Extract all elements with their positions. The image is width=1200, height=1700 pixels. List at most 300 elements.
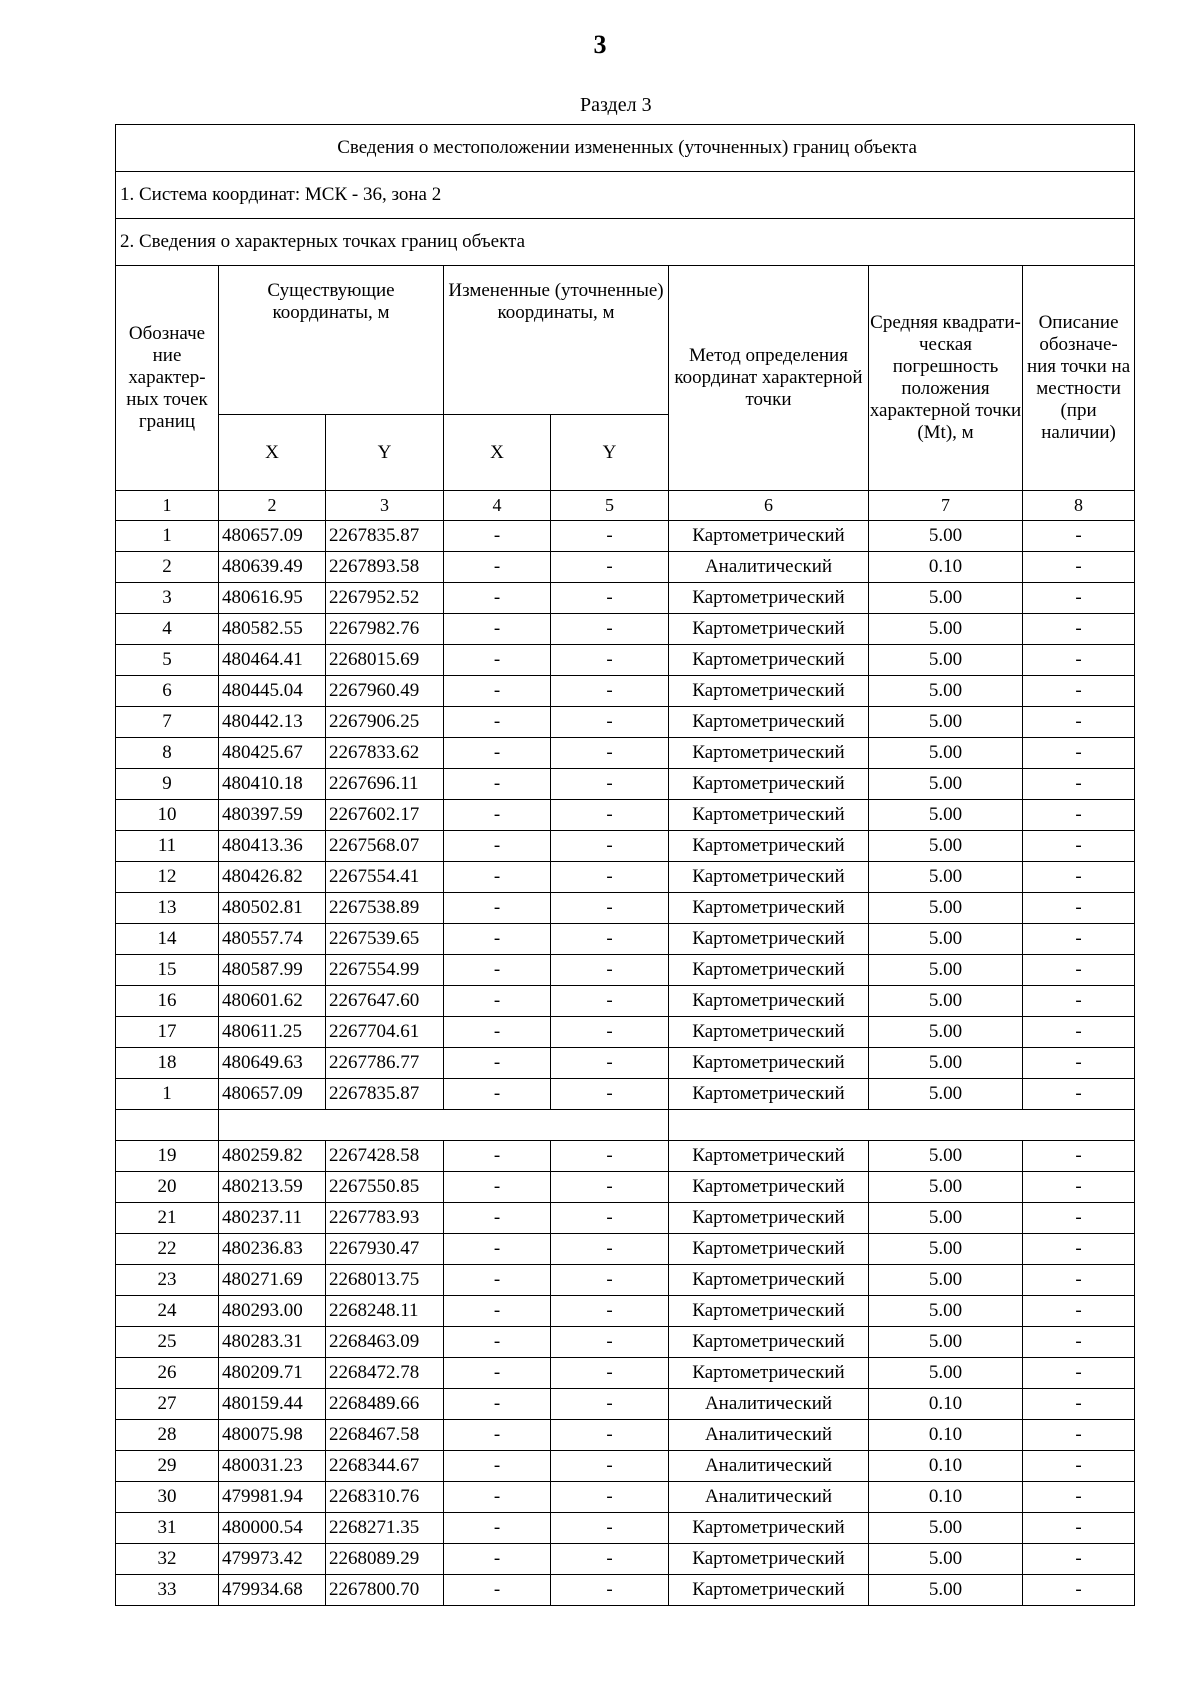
cell-changed-y: - bbox=[551, 583, 669, 614]
cell-changed-y: - bbox=[551, 769, 669, 800]
cell-existing-x: 480639.49 bbox=[219, 552, 326, 583]
cell-method: Картометрический bbox=[669, 893, 869, 924]
cell-existing-x: 480649.63 bbox=[219, 1048, 326, 1079]
cell-method: Аналитический bbox=[669, 552, 869, 583]
column-number: 5 bbox=[551, 491, 669, 521]
cell-changed-x: - bbox=[444, 1017, 551, 1048]
cell-changed-y: - bbox=[551, 1296, 669, 1327]
cell-changed-x: - bbox=[444, 1048, 551, 1079]
separator-cell bbox=[669, 1110, 1135, 1141]
cell-point-number: 32 bbox=[116, 1544, 219, 1575]
header-changed-x: X bbox=[444, 415, 551, 491]
table-row bbox=[116, 1358, 1135, 1389]
column-number: 1 bbox=[116, 491, 219, 521]
cell-method: Картометрический bbox=[669, 800, 869, 831]
cell-existing-x: 480557.74 bbox=[219, 924, 326, 955]
cell-point-number: 28 bbox=[116, 1420, 219, 1451]
cell-existing-y: 2268271.35 bbox=[326, 1513, 444, 1544]
cell-changed-y: - bbox=[551, 1017, 669, 1048]
cell-changed-y: - bbox=[551, 521, 669, 552]
cell-existing-x: 480209.71 bbox=[219, 1358, 326, 1389]
cell-description: - bbox=[1023, 1265, 1135, 1296]
cell-existing-y: 2267554.41 bbox=[326, 862, 444, 893]
cell-method: Картометрический bbox=[669, 1203, 869, 1234]
cell-changed-x: - bbox=[444, 1234, 551, 1265]
table-row bbox=[116, 707, 1135, 738]
header-existing-x: X bbox=[219, 415, 326, 491]
cell-method: Картометрический bbox=[669, 831, 869, 862]
cell-mean-error: 5.00 bbox=[869, 583, 1023, 614]
column-number: 3 bbox=[326, 491, 444, 521]
cell-existing-y: 2267960.49 bbox=[326, 676, 444, 707]
table-row bbox=[116, 1234, 1135, 1265]
cell-mean-error: 5.00 bbox=[869, 1544, 1023, 1575]
cell-method: Картометрический bbox=[669, 955, 869, 986]
cell-point-number: 1 bbox=[116, 521, 219, 552]
table-row bbox=[116, 955, 1135, 986]
cell-method: Картометрический bbox=[669, 1575, 869, 1606]
cell-changed-x: - bbox=[444, 893, 551, 924]
cell-description: - bbox=[1023, 521, 1135, 552]
cell-existing-y: 2267783.93 bbox=[326, 1203, 444, 1234]
cell-existing-x: 480582.55 bbox=[219, 614, 326, 645]
cell-existing-y: 2267568.07 bbox=[326, 831, 444, 862]
cell-existing-y: 2267893.58 bbox=[326, 552, 444, 583]
cell-changed-y: - bbox=[551, 1482, 669, 1513]
cell-changed-y: - bbox=[551, 1265, 669, 1296]
cell-existing-y: 2267550.85 bbox=[326, 1172, 444, 1203]
cell-changed-x: - bbox=[444, 1482, 551, 1513]
cell-existing-x: 480259.82 bbox=[219, 1141, 326, 1172]
cell-mean-error: 5.00 bbox=[869, 738, 1023, 769]
cell-changed-x: - bbox=[444, 924, 551, 955]
column-number: 2 bbox=[219, 491, 326, 521]
cell-existing-x: 480397.59 bbox=[219, 800, 326, 831]
cell-changed-y: - bbox=[551, 1141, 669, 1172]
cell-point-number: 11 bbox=[116, 831, 219, 862]
cell-point-number: 23 bbox=[116, 1265, 219, 1296]
cell-description: - bbox=[1023, 769, 1135, 800]
cell-changed-x: - bbox=[444, 986, 551, 1017]
cell-existing-y: 2267906.25 bbox=[326, 707, 444, 738]
cell-method: Картометрический bbox=[669, 521, 869, 552]
cell-changed-x: - bbox=[444, 1358, 551, 1389]
cell-description: - bbox=[1023, 1203, 1135, 1234]
cell-existing-y: 2267538.89 bbox=[326, 893, 444, 924]
cell-mean-error: 5.00 bbox=[869, 1358, 1023, 1389]
cell-existing-x: 480283.31 bbox=[219, 1327, 326, 1358]
cell-existing-y: 2267982.76 bbox=[326, 614, 444, 645]
cell-mean-error: 5.00 bbox=[869, 1079, 1023, 1110]
cell-changed-y: - bbox=[551, 800, 669, 831]
cell-changed-y: - bbox=[551, 1544, 669, 1575]
table-row bbox=[116, 583, 1135, 614]
cell-changed-x: - bbox=[444, 1389, 551, 1420]
cell-existing-y: 2268248.11 bbox=[326, 1296, 444, 1327]
cell-existing-x: 480410.18 bbox=[219, 769, 326, 800]
cell-description: - bbox=[1023, 1482, 1135, 1513]
column-number-row bbox=[116, 491, 1135, 521]
cell-mean-error: 5.00 bbox=[869, 1172, 1023, 1203]
cell-method: Картометрический bbox=[669, 1296, 869, 1327]
points-heading: 2. Сведения о характерных точках границ объекта bbox=[116, 219, 1135, 266]
cell-changed-x: - bbox=[444, 1544, 551, 1575]
cell-existing-y: 2268013.75 bbox=[326, 1265, 444, 1296]
table-row bbox=[116, 1575, 1135, 1606]
cell-description: - bbox=[1023, 738, 1135, 769]
cell-changed-x: - bbox=[444, 1420, 551, 1451]
cell-changed-x: - bbox=[444, 862, 551, 893]
cell-existing-y: 2267835.87 bbox=[326, 521, 444, 552]
cell-mean-error: 5.00 bbox=[869, 924, 1023, 955]
cell-description: - bbox=[1023, 707, 1135, 738]
cell-existing-x: 479981.94 bbox=[219, 1482, 326, 1513]
cell-method: Картометрический bbox=[669, 862, 869, 893]
cell-existing-y: 2268489.66 bbox=[326, 1389, 444, 1420]
cell-point-number: 24 bbox=[116, 1296, 219, 1327]
cell-point-number: 18 bbox=[116, 1048, 219, 1079]
table-row bbox=[116, 1048, 1135, 1079]
cell-point-number: 33 bbox=[116, 1575, 219, 1606]
header-changed-y: Y bbox=[551, 415, 669, 491]
cell-existing-y: 2268344.67 bbox=[326, 1451, 444, 1482]
cell-existing-y: 2268310.76 bbox=[326, 1482, 444, 1513]
table-row bbox=[116, 1203, 1135, 1234]
table-row bbox=[116, 676, 1135, 707]
cell-method: Картометрический bbox=[669, 583, 869, 614]
cell-mean-error: 5.00 bbox=[869, 1017, 1023, 1048]
cell-method: Картометрический bbox=[669, 1544, 869, 1575]
cell-existing-x: 480587.99 bbox=[219, 955, 326, 986]
cell-mean-error: 5.00 bbox=[869, 645, 1023, 676]
header-existing-y: Y bbox=[326, 415, 444, 491]
cell-existing-y: 2268015.69 bbox=[326, 645, 444, 676]
header-description: Описание обозначе- ния точки на местности (при наличии) bbox=[1023, 266, 1135, 491]
cell-description: - bbox=[1023, 1575, 1135, 1606]
cell-changed-x: - bbox=[444, 800, 551, 831]
cell-mean-error: 5.00 bbox=[869, 986, 1023, 1017]
table-row bbox=[116, 1451, 1135, 1482]
cell-mean-error: 5.00 bbox=[869, 955, 1023, 986]
cell-description: - bbox=[1023, 614, 1135, 645]
column-number: 7 bbox=[869, 491, 1023, 521]
cell-changed-y: - bbox=[551, 1327, 669, 1358]
cell-existing-x: 480236.83 bbox=[219, 1234, 326, 1265]
cell-description: - bbox=[1023, 583, 1135, 614]
cell-mean-error: 5.00 bbox=[869, 893, 1023, 924]
cell-description: - bbox=[1023, 1513, 1135, 1544]
cell-existing-x: 480616.95 bbox=[219, 583, 326, 614]
cell-point-number: 9 bbox=[116, 769, 219, 800]
cell-method: Картометрический bbox=[669, 1327, 869, 1358]
cell-method: Картометрический bbox=[669, 707, 869, 738]
cell-changed-x: - bbox=[444, 1451, 551, 1482]
cell-mean-error: 5.00 bbox=[869, 614, 1023, 645]
cell-method: Картометрический bbox=[669, 738, 869, 769]
cell-mean-error: 0.10 bbox=[869, 1482, 1023, 1513]
cell-description: - bbox=[1023, 645, 1135, 676]
cell-description: - bbox=[1023, 1389, 1135, 1420]
column-number: 4 bbox=[444, 491, 551, 521]
cell-point-number: 3 bbox=[116, 583, 219, 614]
cell-existing-y: 2268089.29 bbox=[326, 1544, 444, 1575]
cell-changed-x: - bbox=[444, 769, 551, 800]
table-row bbox=[116, 1265, 1135, 1296]
cell-description: - bbox=[1023, 1296, 1135, 1327]
cell-changed-y: - bbox=[551, 862, 669, 893]
cell-changed-y: - bbox=[551, 552, 669, 583]
cell-changed-x: - bbox=[444, 738, 551, 769]
cell-point-number: 1 bbox=[116, 1079, 219, 1110]
cell-mean-error: 5.00 bbox=[869, 1141, 1023, 1172]
cell-point-number: 19 bbox=[116, 1141, 219, 1172]
cell-description: - bbox=[1023, 955, 1135, 986]
cell-point-number: 10 bbox=[116, 800, 219, 831]
cell-changed-x: - bbox=[444, 1513, 551, 1544]
table-row bbox=[116, 1544, 1135, 1575]
table-row bbox=[116, 738, 1135, 769]
cell-changed-x: - bbox=[444, 1327, 551, 1358]
table-row bbox=[116, 1017, 1135, 1048]
cell-description: - bbox=[1023, 893, 1135, 924]
table-row bbox=[116, 614, 1135, 645]
cell-existing-y: 2267786.77 bbox=[326, 1048, 444, 1079]
table-row bbox=[116, 769, 1135, 800]
cell-mean-error: 5.00 bbox=[869, 707, 1023, 738]
cell-existing-y: 2267647.60 bbox=[326, 986, 444, 1017]
cell-changed-x: - bbox=[444, 583, 551, 614]
cell-existing-y: 2268472.78 bbox=[326, 1358, 444, 1389]
cell-point-number: 25 bbox=[116, 1327, 219, 1358]
cell-method: Картометрический bbox=[669, 1172, 869, 1203]
table-row bbox=[116, 1482, 1135, 1513]
cell-method: Картометрический bbox=[669, 1234, 869, 1265]
table-row bbox=[116, 1420, 1135, 1451]
cell-description: - bbox=[1023, 1327, 1135, 1358]
cell-existing-x: 480213.59 bbox=[219, 1172, 326, 1203]
cell-changed-y: - bbox=[551, 1358, 669, 1389]
cell-changed-y: - bbox=[551, 645, 669, 676]
cell-point-number: 7 bbox=[116, 707, 219, 738]
cell-method: Картометрический bbox=[669, 1141, 869, 1172]
cell-existing-y: 2267800.70 bbox=[326, 1575, 444, 1606]
cell-existing-y: 2267554.99 bbox=[326, 955, 444, 986]
cell-point-number: 29 bbox=[116, 1451, 219, 1482]
cell-description: - bbox=[1023, 1048, 1135, 1079]
cell-description: - bbox=[1023, 1234, 1135, 1265]
cell-mean-error: 5.00 bbox=[869, 769, 1023, 800]
cell-method: Картометрический bbox=[669, 986, 869, 1017]
cell-changed-y: - bbox=[551, 893, 669, 924]
table-row bbox=[116, 1172, 1135, 1203]
cell-point-number: 22 bbox=[116, 1234, 219, 1265]
cell-existing-y: 2267539.65 bbox=[326, 924, 444, 955]
cell-mean-error: 5.00 bbox=[869, 1203, 1023, 1234]
cell-description: - bbox=[1023, 1544, 1135, 1575]
cell-changed-x: - bbox=[444, 831, 551, 862]
cell-method: Аналитический bbox=[669, 1389, 869, 1420]
cell-point-number: 13 bbox=[116, 893, 219, 924]
cell-existing-x: 480442.13 bbox=[219, 707, 326, 738]
table-row bbox=[116, 1327, 1135, 1358]
cell-point-number: 5 bbox=[116, 645, 219, 676]
cell-description: - bbox=[1023, 1079, 1135, 1110]
cell-changed-y: - bbox=[551, 614, 669, 645]
table-row bbox=[116, 924, 1135, 955]
cell-changed-x: - bbox=[444, 1172, 551, 1203]
table-row bbox=[116, 893, 1135, 924]
cell-method: Аналитический bbox=[669, 1451, 869, 1482]
cell-description: - bbox=[1023, 986, 1135, 1017]
cell-method: Картометрический bbox=[669, 769, 869, 800]
cell-point-number: 15 bbox=[116, 955, 219, 986]
table-row bbox=[116, 800, 1135, 831]
table-row bbox=[116, 831, 1135, 862]
cell-changed-y: - bbox=[551, 707, 669, 738]
cell-point-number: 30 bbox=[116, 1482, 219, 1513]
cell-mean-error: 5.00 bbox=[869, 800, 1023, 831]
cell-description: - bbox=[1023, 1141, 1135, 1172]
cell-mean-error: 5.00 bbox=[869, 1048, 1023, 1079]
cell-changed-y: - bbox=[551, 1203, 669, 1234]
cell-point-number: 12 bbox=[116, 862, 219, 893]
cell-method: Картометрический bbox=[669, 1048, 869, 1079]
table-row bbox=[116, 1296, 1135, 1327]
cell-mean-error: 0.10 bbox=[869, 1451, 1023, 1482]
cell-method: Картометрический bbox=[669, 1079, 869, 1110]
cell-existing-y: 2267704.61 bbox=[326, 1017, 444, 1048]
cell-existing-y: 2267428.58 bbox=[326, 1141, 444, 1172]
table-row bbox=[116, 862, 1135, 893]
cell-changed-x: - bbox=[444, 552, 551, 583]
cell-existing-x: 480464.41 bbox=[219, 645, 326, 676]
cell-existing-x: 480425.67 bbox=[219, 738, 326, 769]
cell-mean-error: 5.00 bbox=[869, 1513, 1023, 1544]
cell-existing-y: 2267833.62 bbox=[326, 738, 444, 769]
cell-description: - bbox=[1023, 1420, 1135, 1451]
cell-description: - bbox=[1023, 1358, 1135, 1389]
table-row bbox=[116, 645, 1135, 676]
header-mean-error: Средняя квадрати- ческая погрешность положения характерной точки (Mt), м bbox=[869, 266, 1023, 491]
cell-changed-x: - bbox=[444, 1203, 551, 1234]
cell-method: Картометрический bbox=[669, 676, 869, 707]
cell-changed-x: - bbox=[444, 1575, 551, 1606]
cell-existing-x: 480237.11 bbox=[219, 1203, 326, 1234]
cell-mean-error: 5.00 bbox=[869, 1575, 1023, 1606]
cell-existing-x: 480601.62 bbox=[219, 986, 326, 1017]
cell-changed-y: - bbox=[551, 1234, 669, 1265]
cell-mean-error: 5.00 bbox=[869, 1327, 1023, 1358]
cell-changed-y: - bbox=[551, 924, 669, 955]
cell-description: - bbox=[1023, 1451, 1135, 1482]
cell-method: Картометрический bbox=[669, 1265, 869, 1296]
cell-changed-y: - bbox=[551, 1575, 669, 1606]
column-number: 8 bbox=[1023, 491, 1135, 521]
cell-existing-x: 480445.04 bbox=[219, 676, 326, 707]
cell-existing-x: 480657.09 bbox=[219, 521, 326, 552]
cell-changed-y: - bbox=[551, 1048, 669, 1079]
cell-existing-y: 2267835.87 bbox=[326, 1079, 444, 1110]
cell-description: - bbox=[1023, 676, 1135, 707]
cell-changed-y: - bbox=[551, 1420, 669, 1451]
cell-existing-x: 480075.98 bbox=[219, 1420, 326, 1451]
cell-changed-x: - bbox=[444, 1079, 551, 1110]
table-row bbox=[116, 1513, 1135, 1544]
cell-point-number: 31 bbox=[116, 1513, 219, 1544]
cell-changed-y: - bbox=[551, 1079, 669, 1110]
cell-changed-x: - bbox=[444, 1141, 551, 1172]
cell-point-number: 26 bbox=[116, 1358, 219, 1389]
table-row bbox=[116, 986, 1135, 1017]
header-changed-coords: Измененные (уточненные) координаты, м bbox=[444, 266, 669, 415]
cell-description: - bbox=[1023, 1017, 1135, 1048]
cell-existing-y: 2267930.47 bbox=[326, 1234, 444, 1265]
cell-method: Картометрический bbox=[669, 1017, 869, 1048]
cell-changed-y: - bbox=[551, 1389, 669, 1420]
cell-changed-y: - bbox=[551, 986, 669, 1017]
cell-existing-x: 479973.42 bbox=[219, 1544, 326, 1575]
cell-point-number: 16 bbox=[116, 986, 219, 1017]
cell-point-number: 8 bbox=[116, 738, 219, 769]
cell-existing-x: 480000.54 bbox=[219, 1513, 326, 1544]
cell-mean-error: 0.10 bbox=[869, 1389, 1023, 1420]
cell-mean-error: 5.00 bbox=[869, 1265, 1023, 1296]
cell-mean-error: 0.10 bbox=[869, 1420, 1023, 1451]
cell-changed-x: - bbox=[444, 1265, 551, 1296]
cell-changed-y: - bbox=[551, 1451, 669, 1482]
section-label: Раздел 3 bbox=[580, 94, 652, 116]
cell-method: Аналитический bbox=[669, 1482, 869, 1513]
cell-point-number: 27 bbox=[116, 1389, 219, 1420]
cell-point-number: 4 bbox=[116, 614, 219, 645]
cell-mean-error: 5.00 bbox=[869, 862, 1023, 893]
cell-existing-y: 2267696.11 bbox=[326, 769, 444, 800]
cell-changed-x: - bbox=[444, 676, 551, 707]
cell-existing-x: 480293.00 bbox=[219, 1296, 326, 1327]
cell-existing-x: 480657.09 bbox=[219, 1079, 326, 1110]
coordinate-system: 1. Система координат: МСК - 36, зона 2 bbox=[116, 172, 1135, 219]
cell-mean-error: 0.10 bbox=[869, 552, 1023, 583]
cell-existing-x: 480426.82 bbox=[219, 862, 326, 893]
cell-changed-x: - bbox=[444, 614, 551, 645]
cell-existing-x: 480502.81 bbox=[219, 893, 326, 924]
cell-mean-error: 5.00 bbox=[869, 1234, 1023, 1265]
separator-row bbox=[116, 1110, 1135, 1141]
cell-mean-error: 5.00 bbox=[869, 676, 1023, 707]
cell-point-number: 6 bbox=[116, 676, 219, 707]
cell-existing-y: 2268467.58 bbox=[326, 1420, 444, 1451]
cell-point-number: 2 bbox=[116, 552, 219, 583]
table-row bbox=[116, 521, 1135, 552]
cell-point-number: 20 bbox=[116, 1172, 219, 1203]
cell-existing-x: 480413.36 bbox=[219, 831, 326, 862]
cell-description: - bbox=[1023, 1172, 1135, 1203]
cell-point-number: 14 bbox=[116, 924, 219, 955]
cell-changed-x: - bbox=[444, 521, 551, 552]
cell-changed-x: - bbox=[444, 707, 551, 738]
cell-existing-x: 480031.23 bbox=[219, 1451, 326, 1482]
separator-cell bbox=[219, 1110, 669, 1141]
cell-changed-y: - bbox=[551, 676, 669, 707]
cell-existing-y: 2267602.17 bbox=[326, 800, 444, 831]
cell-existing-x: 480159.44 bbox=[219, 1389, 326, 1420]
table-row bbox=[116, 1389, 1135, 1420]
cell-description: - bbox=[1023, 552, 1135, 583]
cell-changed-y: - bbox=[551, 1513, 669, 1544]
cell-changed-y: - bbox=[551, 831, 669, 862]
cell-existing-x: 480611.25 bbox=[219, 1017, 326, 1048]
cell-method: Картометрический bbox=[669, 1513, 869, 1544]
